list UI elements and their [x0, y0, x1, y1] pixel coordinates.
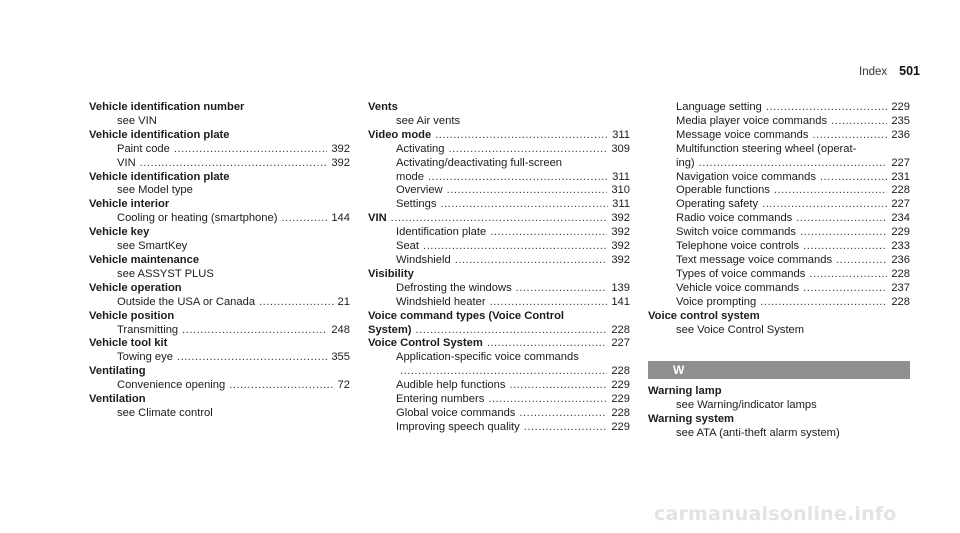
- page-reference: 392: [611, 240, 630, 253]
- dot-leader: [423, 240, 607, 254]
- entry-text: Video mode: [368, 128, 432, 141]
- entry-text: Identification plate: [396, 226, 487, 239]
- page-reference: 229: [611, 420, 630, 433]
- page-number: 501: [899, 64, 920, 78]
- index-subentry: [89, 324, 350, 338]
- entry-text: Windshield: [396, 253, 451, 266]
- page-reference: 229: [891, 226, 910, 239]
- header-label: Index: [859, 66, 888, 78]
- index-subentry: [368, 226, 630, 240]
- page-reference: 139: [611, 281, 630, 294]
- dot-leader: [490, 226, 607, 240]
- dot-leader: [416, 324, 608, 338]
- dot-leader: [449, 143, 608, 157]
- index-see-reference: see Climate control: [117, 406, 213, 419]
- index-subentry: [368, 198, 630, 212]
- page-reference: 236: [891, 253, 910, 266]
- index-subentry: [89, 212, 350, 226]
- index-heading: Warning system: [648, 413, 734, 426]
- dot-leader: [182, 324, 327, 338]
- entry-text: ing): [676, 156, 695, 169]
- page-reference: 228: [611, 323, 630, 336]
- index-see-reference: see ATA (anti-theft alarm system): [676, 427, 840, 440]
- dot-leader: [812, 129, 887, 143]
- entry-text: Text message voice commands: [676, 253, 833, 266]
- entry-text: Operable functions: [676, 184, 770, 197]
- page-reference: 228: [891, 295, 910, 308]
- page-reference: 237: [891, 281, 910, 294]
- page-reference: 392: [611, 212, 630, 225]
- page-reference: 141: [611, 295, 630, 308]
- dot-leader: [803, 240, 887, 254]
- entry-text: mode: [396, 170, 424, 183]
- entry-text: Vehicle voice commands: [676, 281, 800, 294]
- index-heading: Vehicle identification plate: [89, 128, 230, 141]
- page-reference: 231: [891, 170, 910, 183]
- index-heading: Vehicle interior: [89, 198, 170, 211]
- page-reference: 229: [611, 379, 630, 392]
- index-subentry: [368, 379, 630, 393]
- page-reference: 228: [611, 365, 630, 378]
- dot-leader: [177, 351, 327, 365]
- page-reference: 235: [891, 114, 910, 127]
- entry-text: Convenience opening: [117, 379, 226, 392]
- index-subentry: [368, 393, 630, 407]
- entry-text: System): [368, 323, 412, 336]
- dot-leader: [762, 198, 887, 212]
- page-reference: 144: [331, 212, 350, 225]
- entry-text: Radio voice commands: [676, 212, 793, 225]
- page-header: [859, 64, 920, 78]
- page-reference: 228: [611, 406, 630, 419]
- index-see-reference: see SmartKey: [117, 240, 188, 253]
- page-reference: 310: [611, 184, 630, 197]
- dot-leader: [447, 184, 608, 198]
- index-subentry: [89, 143, 350, 157]
- entry-text: Message voice commands: [676, 128, 809, 141]
- dot-leader: [760, 296, 887, 310]
- page-reference: 392: [331, 156, 350, 169]
- dot-leader: [800, 226, 887, 240]
- entry-text: Paint code: [117, 142, 170, 155]
- entry-text: Navigation voice commands: [676, 170, 816, 183]
- index-see-reference: see ASSYST PLUS: [117, 267, 214, 280]
- entry-text: Cooling or heating (smartphone): [117, 212, 278, 225]
- entry-text: Windshield heater: [396, 295, 486, 308]
- index-column-3-w-entries: [648, 385, 910, 441]
- index-heading: Vehicle identification number: [89, 101, 245, 113]
- dot-leader: [428, 171, 608, 185]
- entry-text: Types of voice commands: [676, 267, 806, 280]
- entry-text: Defrosting the windows: [396, 281, 512, 294]
- index-heading: Vehicle maintenance: [89, 253, 200, 266]
- index-subentry: [648, 198, 910, 212]
- dot-leader: [400, 365, 607, 379]
- index-see-reference: see Model type: [117, 184, 193, 197]
- page-reference: 228: [891, 267, 910, 280]
- index-heading: Ventilating: [89, 365, 146, 378]
- index-subentry: Activating/deactivating full-screen: [396, 156, 563, 169]
- entry-text: Operating safety: [676, 198, 759, 211]
- index-subentry: [648, 129, 910, 143]
- entry-text: Settings: [396, 198, 437, 211]
- index-subentry: [89, 296, 350, 310]
- index-heading: Vehicle identification plate: [89, 170, 230, 183]
- dot-leader: [435, 129, 608, 143]
- index-heading-with-page: [368, 337, 630, 351]
- index-heading: Vehicle operation: [89, 281, 182, 294]
- dot-leader: [229, 379, 333, 393]
- index-subentry: [648, 268, 910, 282]
- page-reference: 234: [891, 212, 910, 225]
- index-heading-with-page: [368, 212, 630, 226]
- index-subentry: [648, 254, 910, 268]
- index-subentry: [368, 282, 630, 296]
- entry-text: Voice prompting: [676, 295, 757, 308]
- index-heading: Vehicle key: [89, 226, 150, 239]
- section-letter-bar: W: [648, 361, 910, 379]
- index-subentry: [368, 143, 630, 157]
- page-reference: 227: [891, 156, 910, 169]
- page-reference: 248: [331, 323, 350, 336]
- dot-leader: [391, 212, 608, 226]
- index-subentry: Application-specific voice commands: [396, 351, 579, 364]
- index-subentry: [648, 240, 910, 254]
- index-heading: Warning lamp: [648, 385, 722, 398]
- index-subentry: [368, 254, 630, 268]
- entry-text: Language setting: [676, 101, 762, 113]
- index-subentry: [368, 171, 630, 185]
- entry-text: Switch voice commands: [676, 226, 796, 239]
- dot-leader: [803, 282, 887, 296]
- index-subentry: [648, 171, 910, 185]
- entry-text: Media player voice commands: [676, 114, 828, 127]
- index-column-3-v-entries: [648, 101, 910, 337]
- dot-leader: [509, 379, 607, 393]
- dot-leader: [516, 282, 608, 296]
- index-subentry: [648, 157, 910, 171]
- dot-leader: [490, 296, 608, 310]
- dot-leader: [836, 254, 887, 268]
- dot-leader: [281, 212, 327, 226]
- index-subentry: [648, 296, 910, 310]
- entry-text: Global voice commands: [396, 406, 516, 419]
- dot-leader: [699, 157, 888, 171]
- index-subentry: [89, 351, 350, 365]
- index-heading: Vents: [368, 101, 398, 113]
- index-subentry: [368, 407, 630, 421]
- entry-text: VIN: [368, 212, 387, 225]
- page-reference: 392: [611, 253, 630, 266]
- page-reference: 311: [612, 170, 630, 183]
- dot-leader: [766, 101, 887, 115]
- entry-text: VIN: [117, 156, 136, 169]
- index-column-1: [89, 101, 350, 421]
- page-reference: 392: [611, 226, 630, 239]
- page-reference: 233: [891, 240, 910, 253]
- dot-leader: [440, 198, 608, 212]
- entry-text: Improving speech quality: [396, 420, 520, 433]
- index-heading-with-page: [368, 324, 630, 338]
- index-subentry: [368, 240, 630, 254]
- page-reference: 228: [891, 184, 910, 197]
- index-see-reference: see VIN: [117, 114, 157, 127]
- page-reference: 309: [611, 142, 630, 155]
- dot-leader: [820, 171, 887, 185]
- dot-leader: [831, 115, 887, 129]
- index-subentry: [648, 282, 910, 296]
- index-subentry: [648, 212, 910, 226]
- dot-leader: [259, 296, 333, 310]
- dot-leader: [809, 268, 887, 282]
- page-reference: 21: [337, 295, 350, 308]
- index-subentry: [368, 365, 630, 379]
- index-see-reference: see Air vents: [396, 114, 461, 127]
- entry-text: Telephone voice controls: [676, 240, 800, 253]
- entry-text: Entering numbers: [396, 393, 485, 406]
- page-reference: 227: [891, 198, 910, 211]
- page-reference: 229: [891, 101, 910, 113]
- page-reference: 392: [331, 142, 350, 155]
- index-heading-with-page: [368, 129, 630, 143]
- dot-leader: [174, 143, 327, 157]
- dot-leader: [774, 184, 887, 198]
- dot-leader: [487, 337, 608, 351]
- dot-leader: [140, 157, 328, 171]
- page-reference: 355: [331, 351, 350, 364]
- entry-text: Seat: [396, 240, 420, 253]
- entry-text: Transmitting: [117, 323, 179, 336]
- index-subentry: [648, 101, 910, 115]
- dot-leader: [519, 407, 607, 421]
- entry-text: Voice Control System: [368, 337, 483, 350]
- watermark: carmanualsonline.info: [654, 503, 897, 525]
- index-subentry: Multifunction steering wheel (operat-: [676, 142, 857, 155]
- entry-text: Towing eye: [117, 351, 173, 364]
- index-subentry: [648, 115, 910, 129]
- dot-leader: [524, 421, 608, 435]
- entry-text: Overview: [396, 184, 443, 197]
- index-subentry: [648, 226, 910, 240]
- entry-text: Activating: [396, 142, 445, 155]
- index-subentry: [368, 421, 630, 435]
- page-reference: 227: [611, 337, 630, 350]
- page-reference: 72: [337, 379, 350, 392]
- index-subentry: [648, 184, 910, 198]
- index-subentry: [89, 157, 350, 171]
- index-subentry: [89, 379, 350, 393]
- dot-leader: [455, 254, 608, 268]
- entry-text: Audible help functions: [396, 379, 506, 392]
- index-heading: Voice command types (Voice Control: [368, 309, 565, 322]
- index-heading: Ventilation: [89, 393, 146, 406]
- entry-text: Outside the USA or Canada: [117, 295, 256, 308]
- index-heading: Voice control system: [648, 309, 760, 322]
- index-see-reference: see Voice Control System: [676, 323, 805, 336]
- index-heading: Visibility: [368, 267, 414, 280]
- index-see-reference: see Warning/indicator lamps: [676, 399, 817, 412]
- index-heading: Vehicle position: [89, 309, 175, 322]
- page-reference: 311: [612, 128, 630, 141]
- page-reference: 229: [611, 393, 630, 406]
- index-column-3: [648, 101, 910, 441]
- dot-leader: [488, 393, 607, 407]
- index-subentry: [368, 184, 630, 198]
- index-subentry: [368, 296, 630, 310]
- page-reference: 236: [891, 128, 910, 141]
- index-column-2: [368, 101, 630, 435]
- dot-leader: [796, 212, 887, 226]
- index-heading: Vehicle tool kit: [89, 337, 168, 350]
- page-reference: 311: [612, 198, 630, 211]
